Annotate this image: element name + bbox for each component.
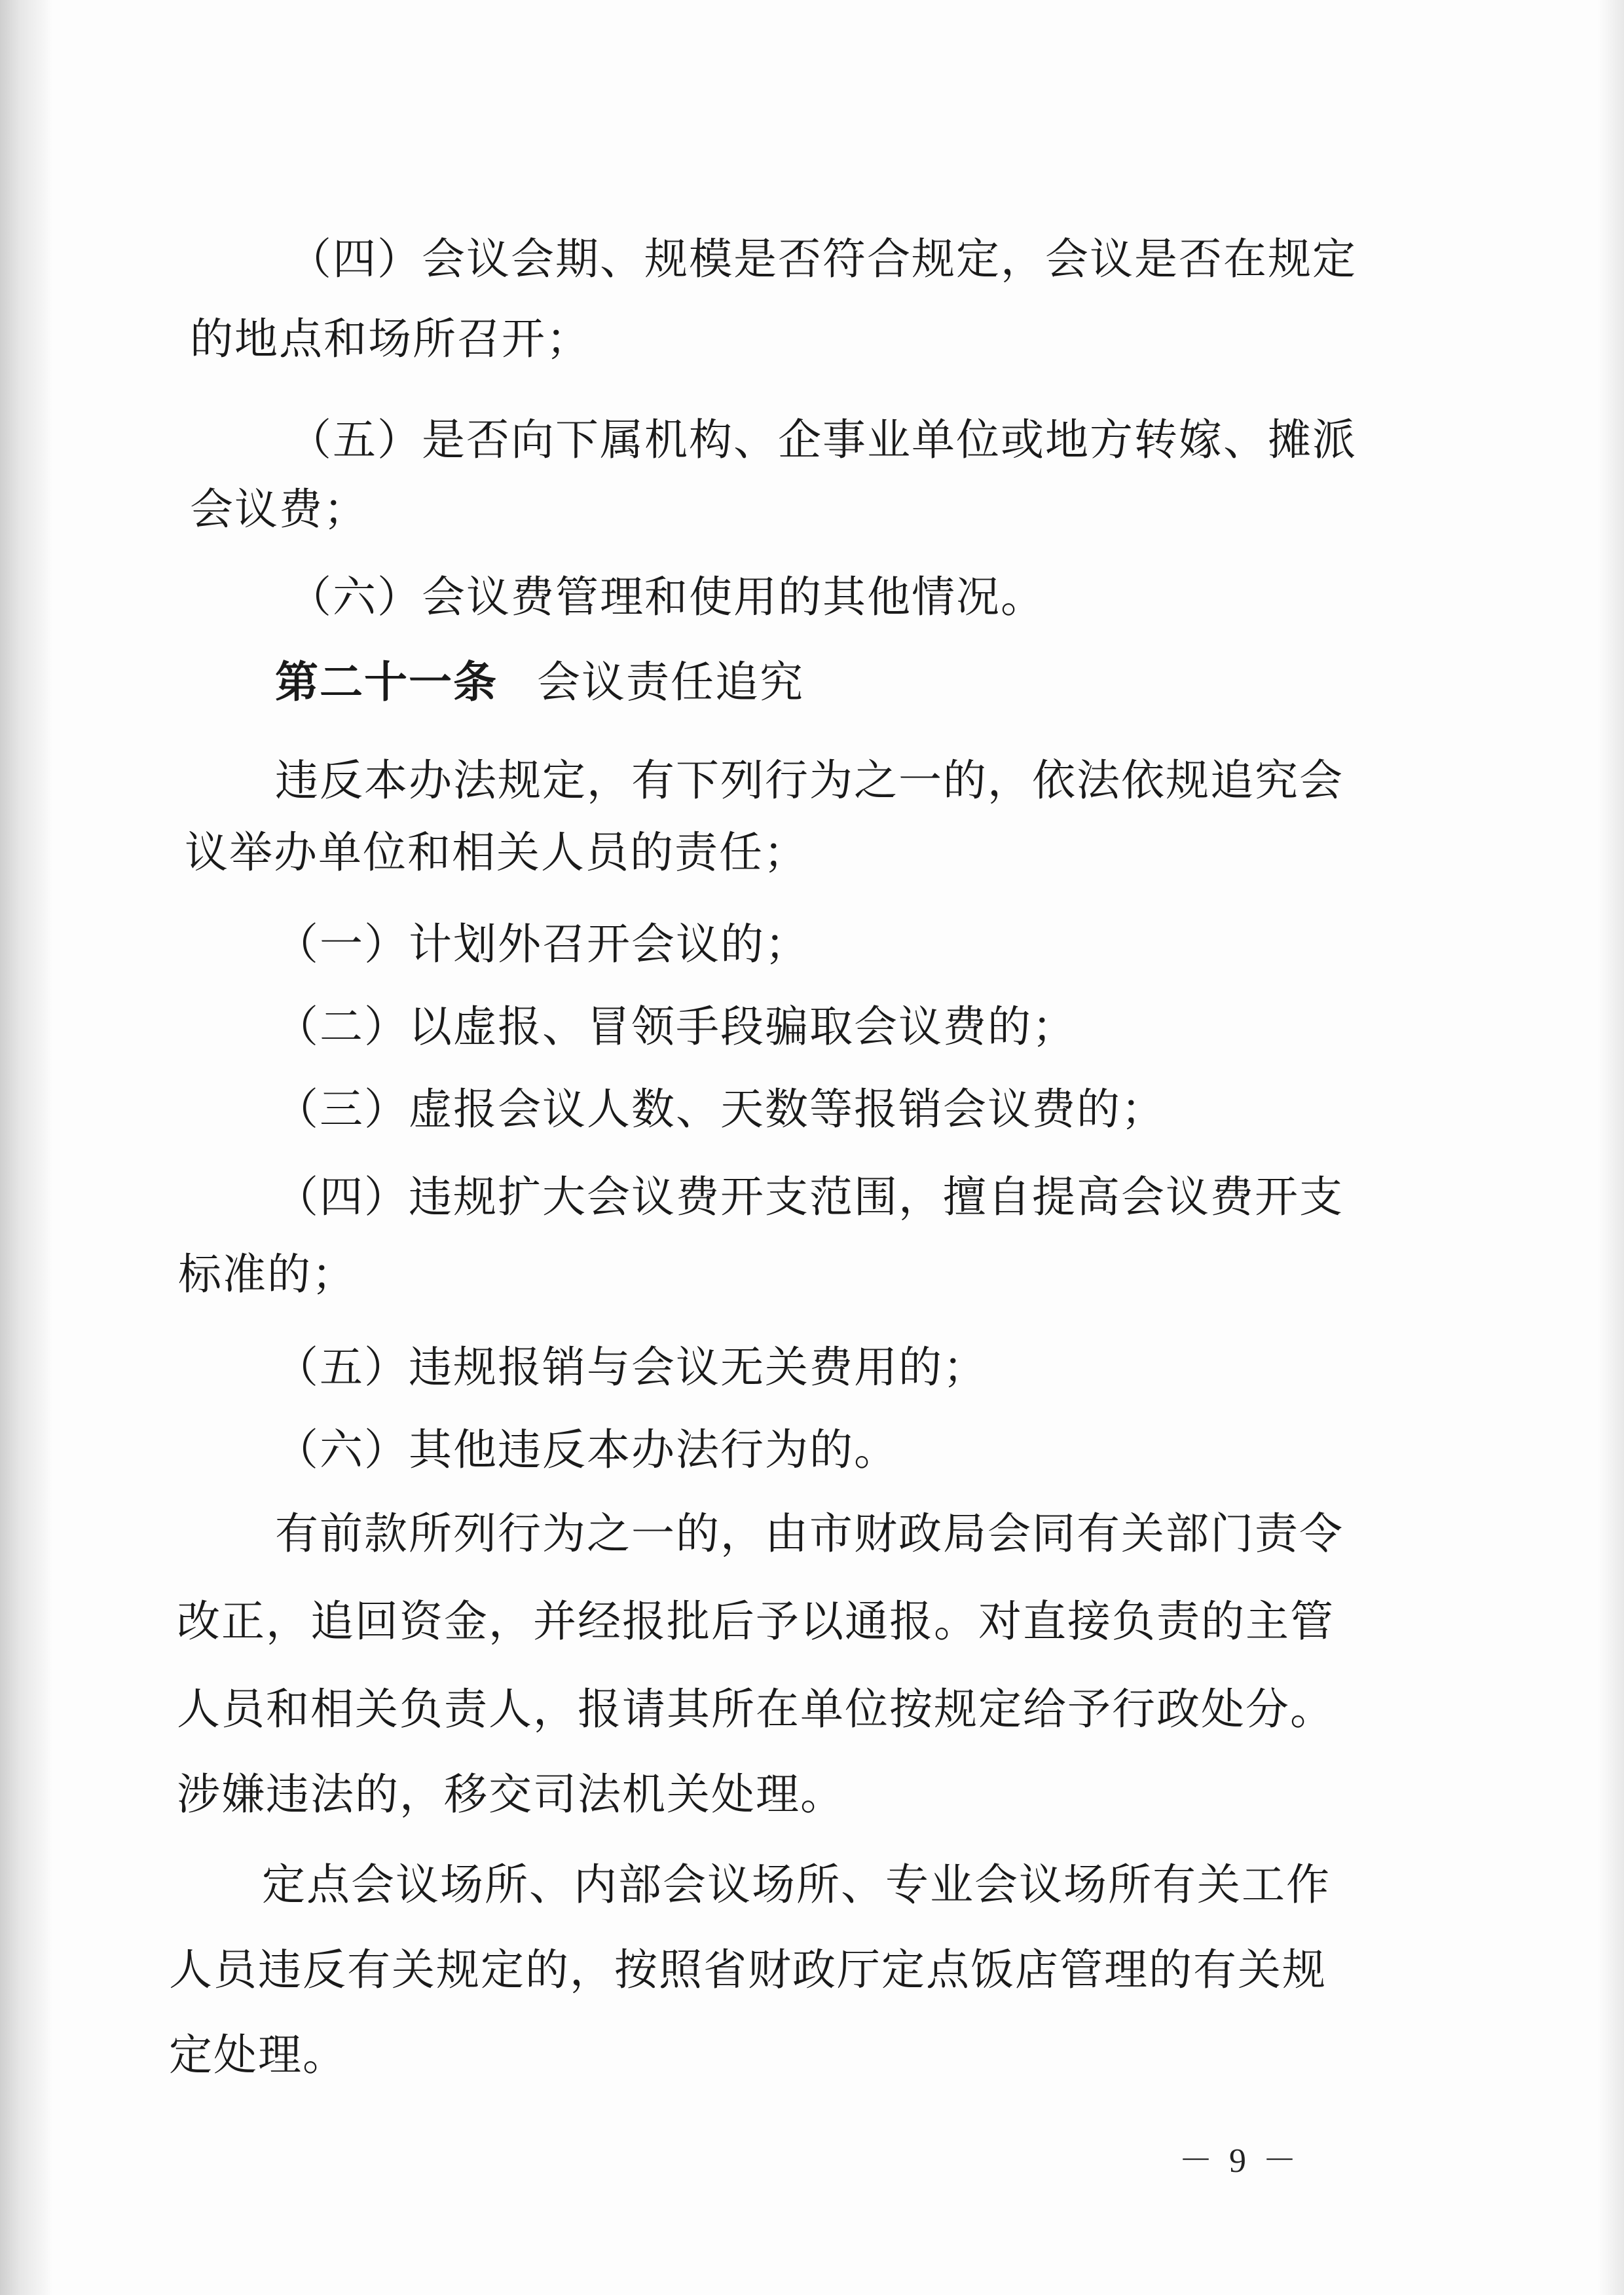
paragraph-line: （五）违规报销与会议无关费用的； [275, 1342, 987, 1392]
article-number: 第二十一条 [275, 657, 498, 707]
paragraph-line: （六）会议费管理和使用的其他情况。 [288, 572, 1045, 622]
paragraph-line: （五）是否向下属机构、企事业单位或地方转嫁、摊派 [288, 415, 1357, 465]
paragraph-line: （四）违规扩大会议费开支范围，擅自提高会议费开支 [275, 1172, 1344, 1222]
paragraph-line: 人员和相关负责人，报请其所在单位按规定给予行政处分。 [177, 1684, 1335, 1734]
paragraph-line: 改正，追回资金，并经报批后予以通报。对直接负责的主管 [177, 1596, 1335, 1647]
paragraph-line: （六）其他违反本办法行为的。 [275, 1425, 898, 1475]
paragraph-line: 涉嫌违法的，移交司法机关处理。 [177, 1769, 845, 1819]
paragraph-line: 会议费； [190, 484, 368, 534]
paragraph-line: （二）以虚报、冒领手段骗取会议费的； [275, 1001, 1077, 1052]
paragraph-line: 人员违反有关规定的，按照省财政厅定点饭店管理的有关规 [169, 1945, 1327, 1995]
paragraph-line: 违反本办法规定，有下列行为之一的，依法依规追究会 [275, 755, 1344, 806]
paragraph-line: 标准的； [178, 1249, 356, 1299]
paragraph-line: 有前款所列行为之一的，由市财政局会同有关部门责令 [275, 1508, 1344, 1559]
paragraph-line: 的地点和场所召开； [190, 314, 591, 364]
paragraph-line: 定处理。 [169, 2030, 347, 2080]
page-number: － 9 － [1179, 2142, 1301, 2180]
article-title: 会议责任追究 [537, 657, 804, 707]
paragraph-line: （一）计划外召开会议的； [275, 919, 809, 969]
paragraph-line: （三）虚报会议人数、天数等报销会议费的； [275, 1084, 1166, 1134]
paragraph-line: 定点会议场所、内部会议场所、专业会议场所有关工作 [262, 1859, 1331, 1910]
article-heading [275, 656, 804, 709]
paragraph-line: 议举办单位和相关人员的责任； [185, 827, 808, 878]
paragraph-line: （四）会议会期、规模是否符合规定，会议是否在规定 [288, 234, 1357, 284]
